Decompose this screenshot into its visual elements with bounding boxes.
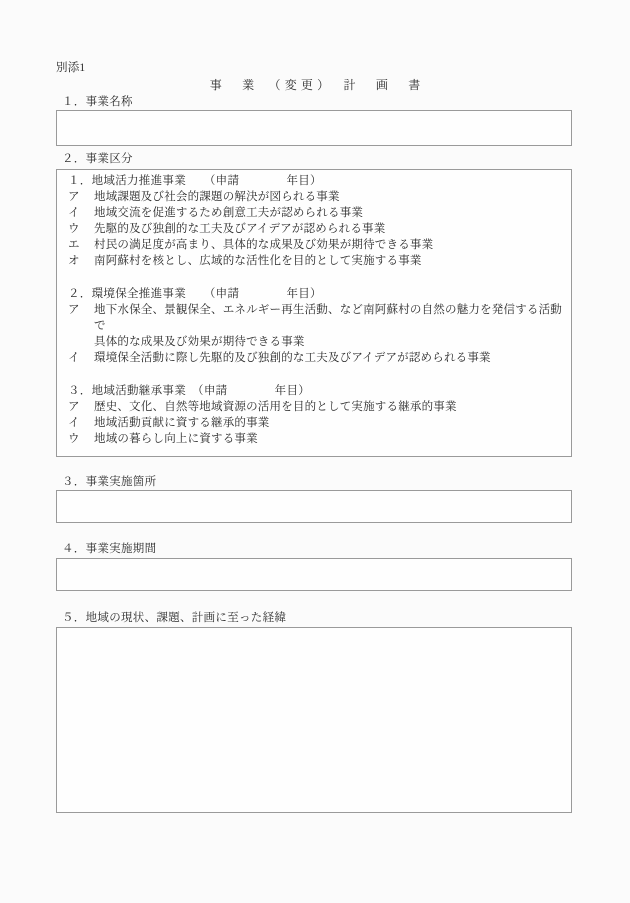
category-item[interactable] [57, 221, 571, 237]
category-item-text: 環境保全活動に際し先駆的及び独創的な工夫及びアイデアが認められる事業 [94, 352, 491, 364]
category-item-text-continued: 具体的な成果及び効果が期待できる事業 [94, 336, 305, 348]
category-item[interactable] [57, 205, 571, 221]
category-item-marker: イ [68, 417, 80, 429]
category-group [57, 173, 571, 269]
category-item-marker: イ [68, 207, 80, 219]
category-item-text: 地域交流を促進するため創意工夫が認められる事業 [94, 207, 364, 219]
category-item-text: 地域課題及び社会的課題の解決が図られる事業 [94, 191, 340, 203]
category-item[interactable] [57, 253, 571, 269]
section-heading-implementation-period: ４．事業実施期間 [62, 543, 157, 555]
category-item-text: 歴史、文化、自然等地域資源の活用を目的として実施する継承的事業 [94, 401, 457, 413]
category-item-marker: ア [68, 401, 80, 413]
category-item-marker: ウ [68, 433, 80, 445]
category-list-box [56, 169, 572, 457]
category-item-text: 地域の暮らし向上に資する事業 [94, 433, 258, 445]
category-group [57, 286, 571, 366]
category-item[interactable] [57, 302, 571, 350]
category-item-marker: ア [68, 191, 80, 203]
attachment-label: 別添1 [56, 62, 86, 74]
category-group-title: １．地域活力推進事業 （申請 年目） [68, 175, 322, 187]
section-heading-background: ５．地域の現状、課題、計画に至った経緯 [62, 612, 287, 624]
input-implementation-place[interactable] [56, 490, 572, 523]
category-item-marker: イ [68, 352, 80, 364]
category-item-marker: ウ [68, 223, 80, 235]
category-item[interactable] [57, 415, 571, 431]
category-item-marker: ア [68, 304, 80, 316]
input-implementation-period[interactable] [56, 558, 572, 591]
category-item[interactable] [57, 399, 571, 415]
category-item[interactable] [57, 431, 571, 447]
category-item-marker: エ [68, 239, 80, 251]
category-item[interactable] [57, 189, 571, 205]
document-title: 事 業 （変更） 計 画 書 [209, 78, 425, 92]
section-heading-implementation-place: ３．事業実施箇所 [62, 476, 157, 488]
category-item-marker: オ [68, 255, 80, 267]
category-item-text: 地下水保全、景観保全、エネルギー再生活動、など南阿蘇村の自然の魅力を発信する活動で [94, 304, 562, 332]
category-item[interactable] [57, 350, 571, 366]
category-item-text: 先駆的及び独創的な工夫及びアイデアが認められる事業 [94, 223, 386, 235]
input-project-name[interactable] [56, 110, 572, 146]
category-item-text: 村民の満足度が高まり、具体的な成果及び効果が期待できる事業 [94, 239, 434, 251]
category-item-text: 南阿蘇村を核とし、広域的な活性化を目的として実施する事業 [94, 255, 422, 267]
category-group [57, 383, 571, 447]
category-item-text: 地域活動貢献に資する継承的事業 [94, 417, 270, 429]
section-heading-project-category: ２．事業区分 [62, 153, 133, 165]
section-heading-project-name: １．事業名称 [62, 96, 133, 108]
category-group-title: ３．地域活動継承事業 （申請 年目） [68, 385, 311, 397]
category-group-title: ２．環境保全推進事業 （申請 年目） [68, 288, 322, 300]
input-background[interactable] [56, 627, 572, 813]
category-item[interactable] [57, 237, 571, 253]
